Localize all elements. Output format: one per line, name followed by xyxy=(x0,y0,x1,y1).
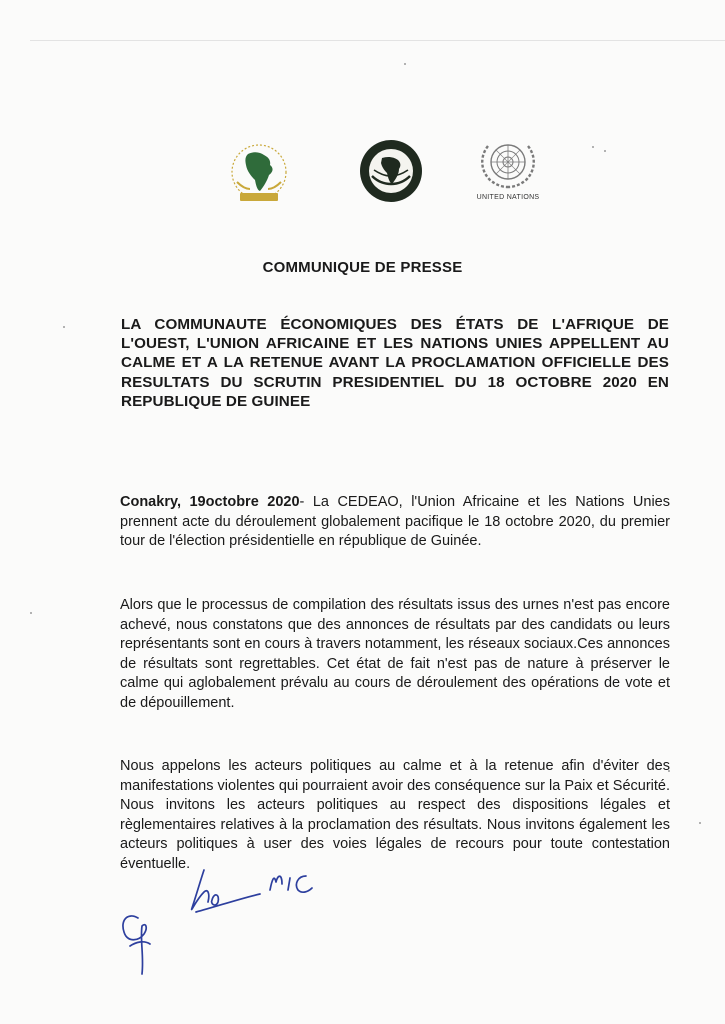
scan-speck xyxy=(592,146,594,148)
paragraph-3: Nous appelons les acteurs politiques au calme et à la retenue afin d'éviter des manifestations violentes qui pourraient avoir des conséquence sur la Paix et Sécurité. Nous invitons les acteurs politiques au respect des dispositions légales et règlementaires relatives à la proclamation des résultats. Nous invitons également les acteurs politiques à user des voies légales de recours pour toute contestation éventuelle. xyxy=(120,758,670,872)
handwritten-initials xyxy=(100,860,360,990)
paragraph-1 xyxy=(120,493,670,552)
paragraph-2: Alors que le processus de compilation des résultats issus des urnes n'est pas encore achevé, nous constatons que des annonces de résultats par des candidats ou leurs représentants sont en cours à travers notamment, les réseaux sociaux.Ces annonces de résultats sont regrettables. Cet état de fait n'est pas de nature à préserver le calme qui aglobalement prévalu au cours de déroulement des opérations de vote et de dépouillement. xyxy=(120,597,670,711)
ecowas-logo xyxy=(358,136,424,206)
ecowas-emblem-icon xyxy=(358,136,424,206)
document-headline: LA COMMUNAUTE ÉCONOMIQUES DES ÉTATS DE L'AFRIQUE DE L'OUEST, L'UNION AFRICAINE ET LES NATIONS UNIES APPELLENT AU CALME ET A LA RETENUE AVANT LA PROCLAMATION OFFICIELLE DES RESULTATS DU SCRUTIN PRESIDENTIEL DU 18 OCTOBRE 2020 EN REPUBLIQUE DE GUINEE xyxy=(121,316,669,410)
paragraph-1-text: - La CEDEAO, l'Union Africaine et les Nations Unies prennent acte du déroulement globalement pacifique le 18 octobre 2020, du premier tour de l'élection présidentielle en république de Guinée. xyxy=(120,494,670,550)
document-title: COMMUNIQUE DE PRESSE xyxy=(262,259,463,276)
un-emblem-icon xyxy=(466,134,550,194)
scan-speck xyxy=(404,63,406,65)
scan-speck xyxy=(604,150,606,152)
scan-speck xyxy=(30,612,32,614)
scan-speck xyxy=(63,326,65,328)
african-union-emblem-icon xyxy=(224,138,294,210)
page-scan-edge xyxy=(30,40,725,41)
un-logo-caption: UNITED NATIONS xyxy=(476,194,540,201)
african-union-logo xyxy=(224,138,294,210)
dateline: Conakry, 19octobre 2020 xyxy=(120,494,300,510)
scan-speck xyxy=(699,822,701,824)
initials-signature-icon xyxy=(100,860,360,990)
